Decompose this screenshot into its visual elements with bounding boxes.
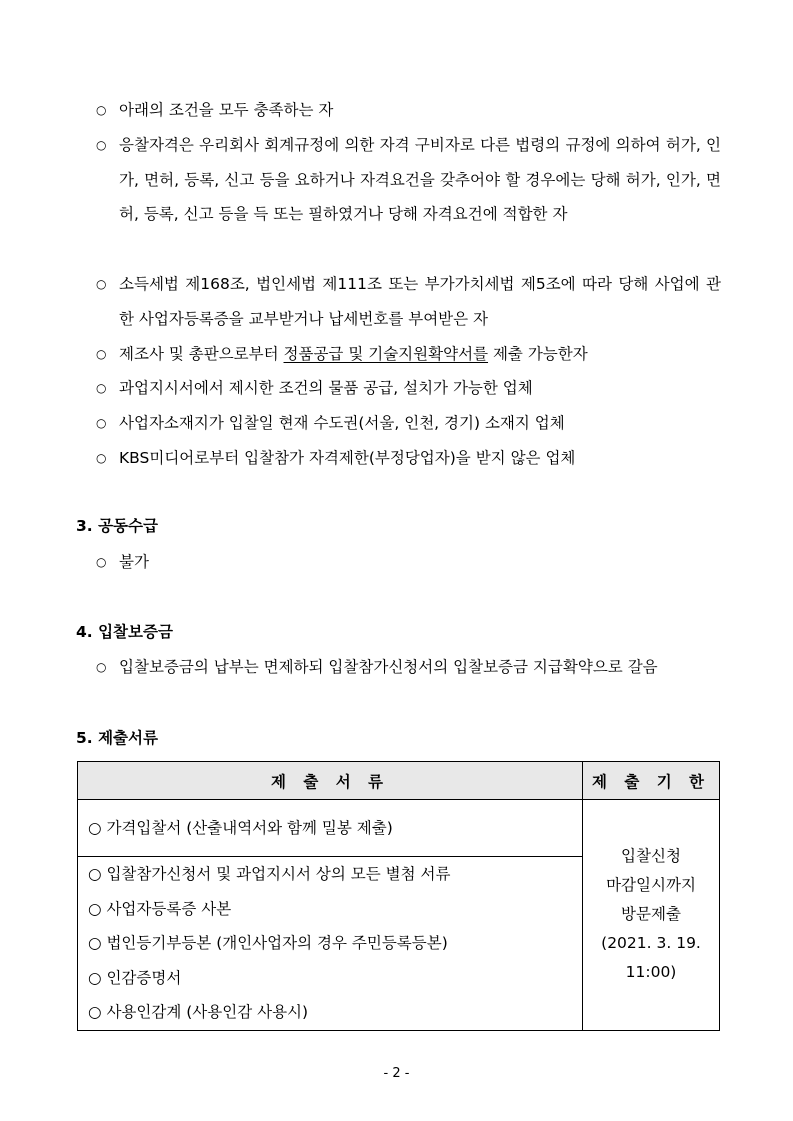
condition-item (96, 371, 721, 406)
table-header-row (78, 762, 720, 800)
section4-item (96, 650, 721, 685)
deadline-cell (583, 800, 720, 1031)
condition-text: 사업자소재지가 입찰일 현재 수도권(서울, 인천, 경기) 소재지 업체 (119, 414, 565, 432)
deadline-line: 방문제출 (621, 905, 681, 924)
condition-text: 아래의 조건을 모두 충족하는 자 (119, 101, 334, 119)
circle-bullet-icon: ○ (96, 381, 107, 395)
condition-text: KBS미디어로부터 입찰참가 자격제한(부정당업자)을 받지 않은 업체 (119, 449, 576, 467)
doc-item: ○ 가격입찰서 (산출내역서와 함께 밀봉 제출) (88, 818, 393, 837)
circle-bullet-icon: ○ (96, 138, 107, 152)
doc-cell (78, 800, 583, 857)
condition-text: 소득세법 제168조, 법인세법 제111조 또는 부가가치세법 제5조에 따라 당해 사업에 관한 사업자등록증을 교부받거나 납세번호를 부여받은 자 (119, 275, 721, 328)
circle-bullet-icon: ○ (96, 416, 107, 430)
condition-text-prefix: 제조사 및 총판으로부터 (119, 345, 284, 363)
deadline-line: 입찰신청 (621, 847, 681, 866)
doc-item: ○ 사업자등록증 사본 (88, 899, 232, 918)
submission-documents-table (77, 761, 720, 1031)
condition-item (96, 406, 721, 441)
page-number: - 2 - (383, 1066, 410, 1081)
header-deadline: 제 출 기 한 (583, 762, 720, 800)
circle-bullet-icon: ○ (96, 103, 107, 117)
doc-item: ○ 인감증명서 (88, 968, 182, 987)
underlined-requirement: 정품공급 및 기술지원확약서를 (283, 345, 489, 363)
condition-text (119, 337, 721, 372)
doc-item: ○ 입찰참가신청서 및 과업지시서 상의 모든 별첨 서류 (88, 865, 451, 883)
condition-text: 과업지시서에서 제시한 조건의 물품 공급, 설치가 가능한 업체 (119, 379, 533, 397)
section-heading-submission-docs: 5. 제출서류 (76, 729, 158, 747)
doc-cell (78, 857, 583, 1031)
circle-bullet-icon: ○ (96, 555, 107, 569)
condition-item (96, 93, 721, 128)
doc-item: ○ 법인등기부등본 (개인사업자의 경우 주민등록등본) (88, 934, 448, 952)
deadline-line: 11:00) (625, 963, 677, 982)
doc-item: ○ 사용인감계 (사용인감 사용시) (88, 1003, 309, 1021)
circle-bullet-icon: ○ (96, 660, 107, 674)
condition-item (96, 337, 721, 372)
section4-text: 입찰보증금의 납부는 면제하되 입찰참가신청서의 입찰보증금 지급확약으로 갈음 (119, 658, 658, 676)
circle-bullet-icon: ○ (96, 347, 107, 361)
section-heading-joint-supply: 3. 공동수급 (76, 517, 158, 535)
circle-bullet-icon: ○ (96, 451, 107, 465)
condition-text: 응찰자격은 우리회사 회계규정에 의한 자격 구비자로 다른 법령의 규정에 의하여 허가, 인가, 면허, 등록, 신고 등을 요하거나 자격요건을 갖추어야 할 경우에는 당해 허가, 인가, 면허, 등록, 신고 등을 득 또는 필하였거나 당해 자격요건에 적합한 자 (119, 136, 721, 223)
table-row (78, 800, 720, 857)
condition-item (96, 267, 721, 336)
header-documents: 제 출 서 류 (78, 762, 583, 800)
section3-item (96, 545, 721, 580)
section-heading-bid-bond: 4. 입찰보증금 (76, 623, 173, 641)
condition-text-suffix: 제출 가능한자 (488, 345, 588, 363)
circle-bullet-icon: ○ (96, 277, 107, 291)
deadline-line: 마감일시까지 (606, 876, 696, 895)
condition-item (96, 128, 721, 232)
condition-item (96, 441, 721, 476)
section3-text: 불가 (119, 553, 149, 571)
deadline-line: (2021. 3. 19. (601, 934, 701, 953)
